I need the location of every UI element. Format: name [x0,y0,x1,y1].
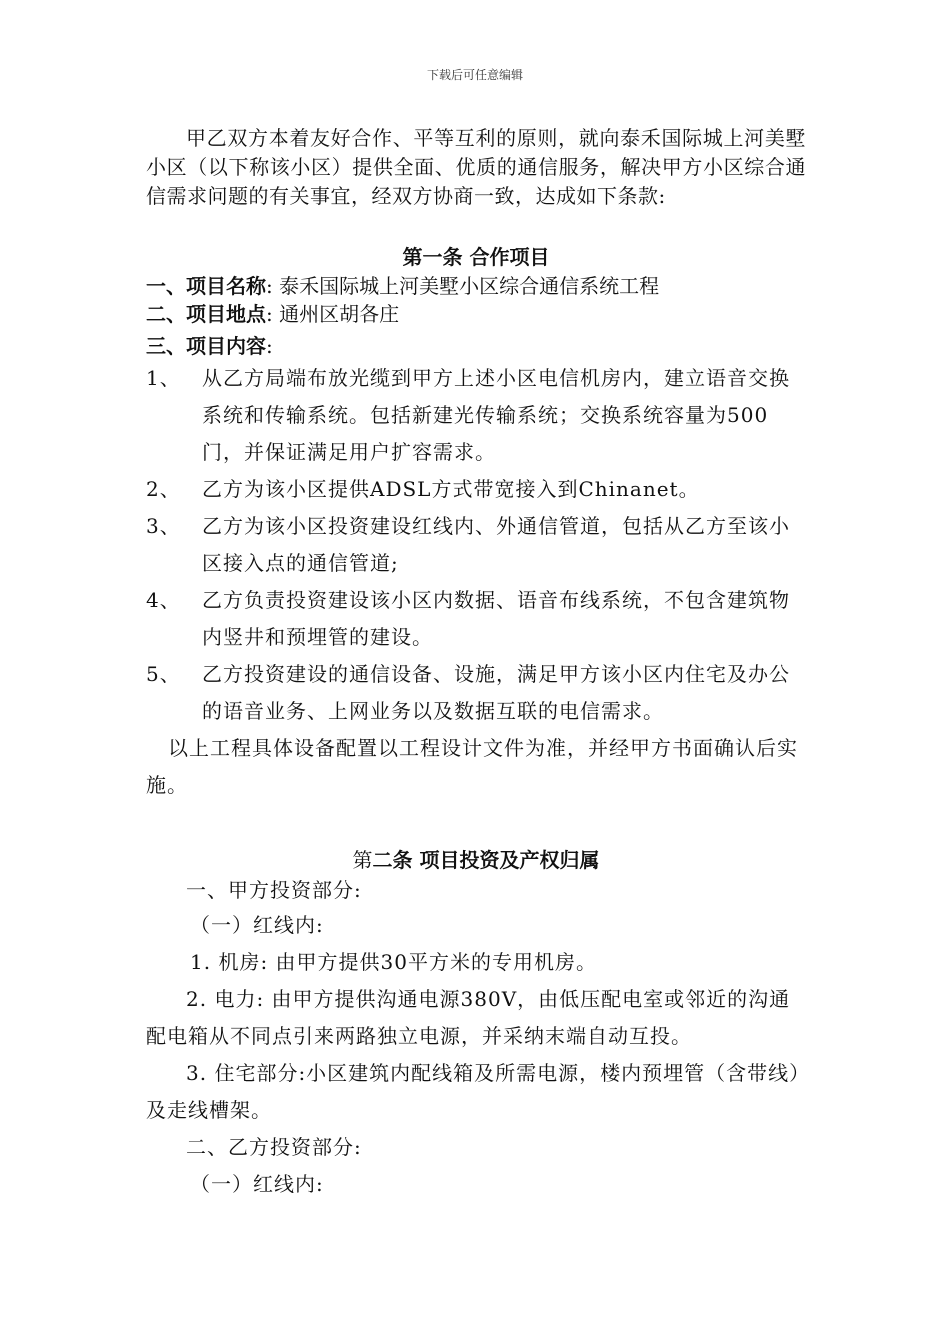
project-name-label: 一、项目名称 [146,274,266,298]
page-header-note: 下载后可任意编辑 [426,68,523,82]
content-item-1-number: 1、 [146,366,181,390]
party-b-subheading: （一）红线内: [190,1172,324,1196]
content-item-4 [146,582,806,656]
document-body [146,124,806,1203]
project-content-label: 三、项目内容 [146,334,266,358]
content-item-2 [146,471,806,508]
article-1-title: 第一条 合作项目 [402,245,550,269]
party-a-item-2: 2. 电力: 由甲方提供沟通电源380V，由低压配电室或邻近的沟通配电箱从不同点引来两路独立电源，并采纳末端自动互投。 [146,987,791,1048]
content-item-4-text: 乙方负责投资建设该小区内数据、语音布线系统，不包含建筑物内竖井和预埋管的建设。 [202,588,790,649]
party-a-item-3: 3. 住宅部分:小区建筑内配线箱及所需电源，楼内预埋管（含带线）及走线槽架。 [146,1061,801,1122]
content-item-3-text: 乙方为该小区投资建设红线内、外通信管道，包括从乙方至该小区接入点的通信管道; [202,514,790,575]
intro-paragraph: 甲乙双方本着友好合作、平等互利的原则，就向泰禾国际城上河美墅小区（以下称该小区）提供全面、优质的通信服务，解决甲方小区综合通信需求问题的有关事宜，经双方协商一致，达成如下条款: [146,126,806,208]
content-item-3 [146,508,806,582]
content-item-5-text: 乙方投资建设的通信设备、设施，满足甲方该小区内住宅及办公的语音业务、上网业务以及数据互联的电信需求。 [202,662,790,723]
party-a-subheading: （一）红线内: [190,913,324,937]
article-1-closing: 以上工程具体设备配置以工程设计文件为准，并经甲方书面确认后实施。 [146,736,798,797]
project-content-colon: : [266,334,273,358]
content-item-3-number: 3、 [146,514,181,538]
content-item-4-number: 4、 [146,588,181,612]
article-2-title-rest: 二条 项目投资及产权归属 [372,848,600,872]
project-location-label: 二、项目地点 [146,302,266,326]
party-b-heading: 二、乙方投资部分: [186,1135,362,1159]
content-item-1-text: 从乙方局端布放光缆到甲方上述小区电信机房内，建立语音交换系统和传输系统。包括新建光传输系统；交换系统容量为500门，并保证满足用户扩容需求。 [202,366,790,464]
article-2-title-prefix: 第 [352,848,373,872]
content-item-2-number: 2、 [146,477,181,501]
content-item-5 [146,656,806,730]
project-name-line [146,272,806,300]
project-location-value: : 通州区胡各庄 [266,302,400,326]
article-2-title [146,844,806,873]
project-location-line [146,300,806,328]
content-item-1 [146,360,806,471]
party-a-heading: 一、甲方投资部分: [186,878,362,902]
content-item-5-number: 5、 [146,662,181,686]
project-name-value: : 泰禾国际城上河美墅小区综合通信系统工程 [266,274,660,298]
project-content-line [146,332,806,360]
content-item-2-text: 乙方为该小区提供ADSL方式带宽接入到Chinanet。 [202,477,700,501]
party-a-item-1: 1. 机房: 由甲方提供30平方米的专用机房。 [190,950,597,974]
